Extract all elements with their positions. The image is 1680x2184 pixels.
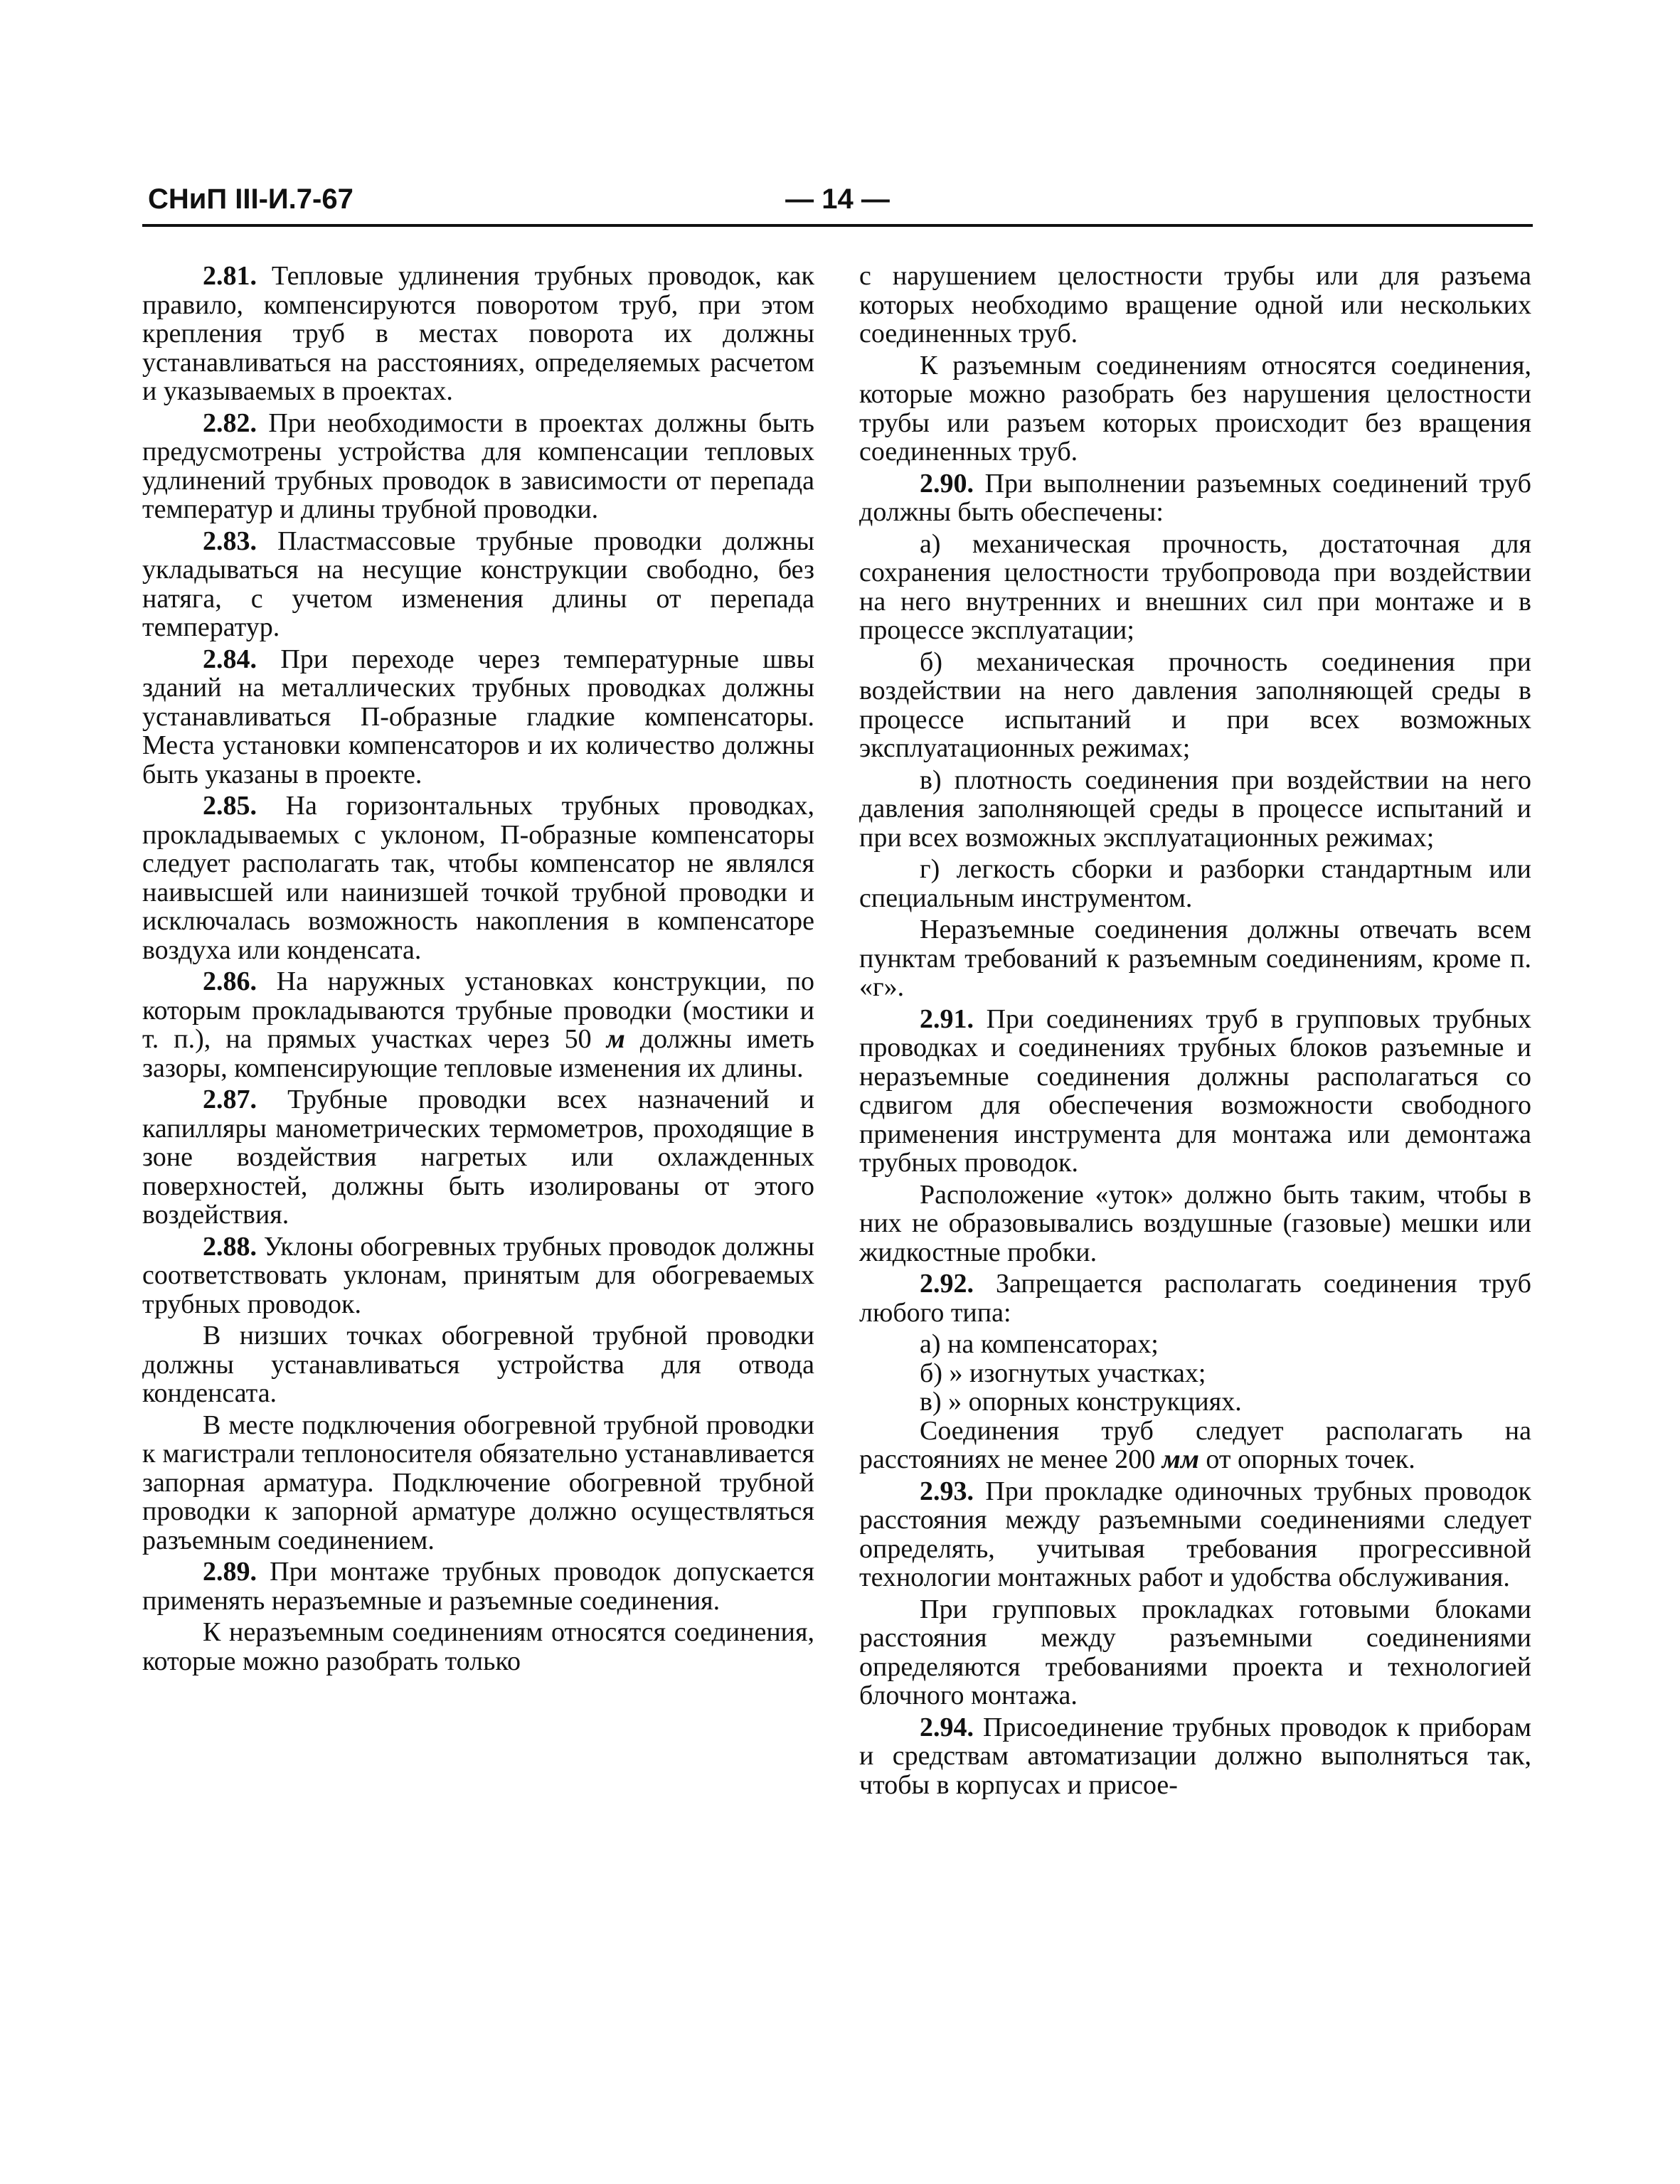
document-code: СНиП III-И.7-67	[148, 183, 353, 215]
paragraph-nondetachable: Неразъемные соединения должны отвечать всем пунктам требований к разъемным соединениям, кроме п. «г».	[859, 915, 1531, 1002]
clause-2-92-item-c: в) » опорных конструкциях.	[920, 1387, 1242, 1417]
clause-2-90-item-d: г) легкость сборки и разборки стандартным или специальным инструментом.	[859, 854, 1531, 913]
right-column	[859, 262, 1531, 1802]
clause-2-91: 2.91. При соединениях труб в групповых трубных проводках и соединениях трубных блоков разъемные и неразъемные соединения должны располагаться со сдвигом для обеспечения возможности свободного применения инструмента для монтажа или демонтажа трубных проводок.	[859, 1003, 1531, 1178]
clause-2-92: 2.92. Запрещается располагать соединения труб любого типа:	[859, 1269, 1531, 1328]
clause-2-93: 2.93. При прокладке одиночных трубных проводок расстояния между разъемными соединениями следует определять, учитывая требования прогрессивной технологии монтажных работ и удобства обслуживания.	[859, 1476, 1531, 1592]
clause-2-85: 2.85. На горизонтальных трубных проводках, прокладываемых с уклоном, П-образные компенсаторы следует располагать так, чтобы компенсатор не являлся наивысшей или наинизшей точкой трубной проводки и исключалась возможность накопления в компенсаторе воздуха или конденсата.	[142, 791, 814, 965]
clause-2-90-item-a: а) механическая прочность, достаточная для сохранения целостности трубопровода при воздействии на него внутренних и внешних сил при монтаже и в процессе эксплуатации;	[859, 528, 1531, 645]
paragraph-utok: Расположение «уток» должно быть таким, чтобы в них не образовывались воздушные (газовые) мешки или жидкостные пробки.	[859, 1179, 1531, 1267]
clause-2-82: 2.82. При необходимости в проектах должны быть предусмотрены устройства для компенсации тепловых удлинений трубных проводок в зависимости от перепада температур и длины трубной проводки.	[142, 407, 814, 524]
clause-2-92-item-b: б) » изогнутых участках;	[920, 1358, 1206, 1388]
clause-2-90: 2.90. При выполнении разъемных соединений труб должны быть обеспечены:	[859, 468, 1531, 527]
header-rule	[142, 224, 1533, 227]
clause-2-86: 2.86. На наружных установках конструкции, по которым прокладываются трубные проводки (мостики и т. п.), на прямых участках через 50 м должны иметь зазоры, компенсирующие тепловые изменения их длины.	[142, 966, 815, 1083]
clause-2-89: 2.89. При монтаже трубных проводок допускается применять неразъемные и разъемные соединения.	[142, 1557, 815, 1616]
clause-2-88: 2.88. Уклоны обогревных трубных проводок должны соответствовать уклонам, принятым для обогреваемых трубных проводок.	[142, 1231, 815, 1319]
clause-2-81: 2.81. Тепловые удлинения трубных проводок, как правило, компенсируются поворотом труб, при этом крепления труб в местах поворота их должны устанавливаться на расстояниях, определяемых расчетом и указываемых в проектах.	[142, 261, 814, 406]
clause-2-92-item-a: а) на компенсаторах;	[920, 1329, 1159, 1359]
paragraph-group-laying: При групповых прокладках готовыми блоками расстояния между разъемными соединениями определяются требованиями проекта и технологией блочного монтажа.	[859, 1594, 1531, 1710]
clause-2-87: 2.87. Трубные проводки всех назначений и капилляры манометрических термометров, проходящие в зоне воздействия нагретых или охлажденных поверхностей, должны быть изолированы от этого воздействия.	[142, 1085, 815, 1230]
page-number: — 14 —	[785, 183, 890, 215]
page-header	[142, 174, 1533, 224]
clause-2-94: 2.94. Присоединение трубных проводок к приборам и средствам автоматизации должно выполняться так, чтобы в корпусах и присое-	[859, 1712, 1531, 1800]
paragraph-continuation: с нарушением целостности трубы или для разъема которых необходимо вращение одной или нескольких соединенных труб.	[859, 261, 1531, 348]
paragraph-joint-distance: Соединения труб следует располагать на расстояниях не менее 200 мм от опорных точек.	[859, 1415, 1531, 1474]
left-column	[142, 262, 814, 1678]
paragraph-detachable-joints: К разъемным соединениям относятся соединения, которые можно разобрать без нарушения целостности трубы или разъем которых происходит без вращения соединенных труб.	[859, 350, 1531, 467]
clause-2-84: 2.84. При переходе через температурные швы зданий на металлических трубных проводках должны устанавливаться П-образные гладкие компенсаторы. Места установки компенсаторов и их количество должны быть указаны в проекте.	[142, 644, 815, 789]
clause-2-90-item-c: в) плотность соединения при воздействии на него давления заполняющей среды в процессе испытаний и при всех возможных эксплуатационных режимах;	[859, 765, 1531, 853]
clause-2-83: 2.83. Пластмассовые трубные проводки должны укладываться на несущие конструкции свободно, без натяга, с учетом изменения длины от перепада температур.	[142, 526, 814, 642]
paragraph-shutoff-valve: В месте подключения обогревной трубной проводки к магистрали теплоносителя обязательно устанавливается запорная арматура. Подключение обогревной трубной проводки к запорной арматуре должно осуществляться разъемным соединением.	[142, 1410, 814, 1555]
clause-2-90-item-b: б) механическая прочность соединения при воздействии на него давления заполняющей среды в процессе испытаний и при всех возможных эксплуатационных режимах;	[859, 646, 1531, 763]
paragraph-permanent-joints: К неразъемным соединениям относятся соединения, которые можно разобрать только	[142, 1617, 814, 1676]
paragraph-condensate: В низших точках обогревной трубной проводки должны устанавливаться устройства для отвода конденсата.	[142, 1321, 814, 1408]
